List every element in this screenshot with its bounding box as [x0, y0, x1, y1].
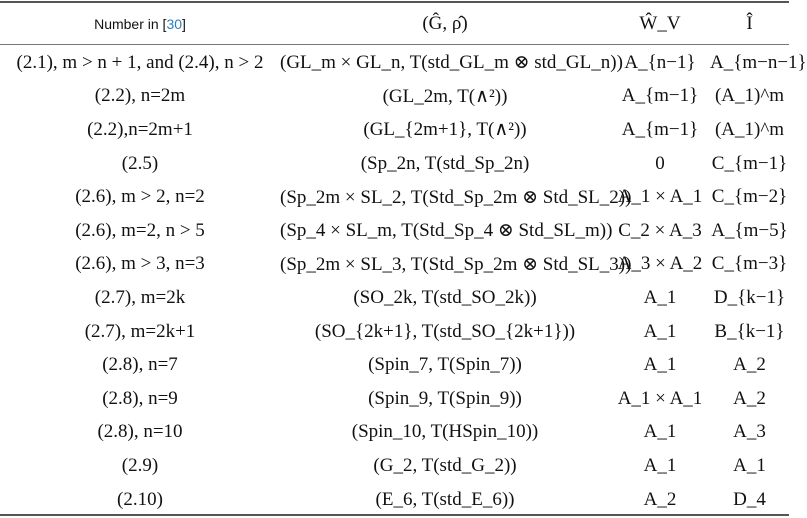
cell-type: A_3	[733, 421, 766, 443]
table-row	[0, 348, 789, 382]
cell-group-rep: (GL_{2m+1}, T(∧²))	[363, 119, 527, 141]
cell-group-rep: (E_6, T(std_E_6))	[375, 488, 515, 510]
table-row	[0, 248, 789, 282]
cell-weyl-group: A_2	[643, 488, 677, 510]
cell-weyl-group: A_1	[643, 354, 677, 376]
cell-number: (2.5)	[121, 152, 159, 174]
cell-type: (A_1)^m	[714, 85, 785, 107]
table-row	[0, 382, 789, 416]
table-row	[0, 483, 789, 517]
cell-type: A_2	[733, 354, 766, 376]
cell-type: D_4	[733, 488, 766, 510]
cell-weyl-group: C_2 × A_3	[618, 219, 702, 241]
cell-weyl-group: A_{m−1}	[621, 118, 699, 140]
cell-type: (A_1)^m	[714, 118, 785, 140]
cell-type: A_2	[733, 387, 766, 409]
header-group-rep: (Ĝ, ρ̂)	[422, 13, 468, 34]
table-row	[0, 416, 789, 450]
cell-number: (2.6), m=2, n > 5	[75, 219, 205, 241]
cell-weyl-group: A_1	[643, 454, 677, 476]
cell-weyl-group: A_1	[643, 421, 677, 443]
table-row	[0, 281, 789, 315]
cell-weyl-group: A_1 × A_1	[617, 186, 703, 208]
cell-number: (2.7), m=2k+1	[84, 320, 196, 342]
cell-group-rep: (SO_{2k+1}, T(std_SO_{2k+1}))	[314, 320, 576, 342]
cell-group-rep: (Spin_7, T(Spin_7))	[368, 354, 522, 376]
header-type: Î	[746, 13, 753, 34]
cell-type: C_{m−3}	[711, 253, 788, 275]
citation-link[interactable]: 30	[166, 16, 183, 32]
cell-group-rep: (GL_m × GL_n, T(std_GL_m ⊗ std_GL_n))	[280, 52, 623, 74]
table-body	[0, 46, 807, 516]
cell-weyl-group: 0	[655, 152, 665, 174]
cell-weyl-group: A_1 × A_1	[617, 387, 703, 409]
cell-group-rep: (Spin_9, T(Spin_9))	[368, 387, 522, 409]
cell-group-rep: (Sp_2m × SL_3, T(Std_Sp_2m ⊗ Std_SL_3))	[280, 253, 632, 275]
cell-number: (2.9)	[121, 454, 159, 476]
cell-weyl-group: A_1	[643, 286, 677, 308]
cell-group-rep: (G_2, T(std_G_2))	[373, 454, 517, 476]
cell-number: (2.2),n=2m+1	[87, 118, 193, 140]
cell-type: C_{m−1}	[711, 152, 788, 174]
cell-weyl-group: A_3 × A_2	[617, 253, 703, 275]
cell-group-rep: (GL_2m, T(∧²))	[382, 85, 508, 107]
cell-group-rep: (Sp_2n, T(std_Sp_2n)	[360, 152, 530, 174]
cell-type: A_1	[733, 454, 766, 476]
table-row	[0, 449, 789, 483]
cell-number: (2.10)	[117, 488, 163, 510]
cell-number: (2.1), m > n + 1, and (2.4), n > 2	[16, 51, 264, 73]
header-weyl-group: Ŵ_V	[639, 13, 681, 34]
cell-number: (2.8), n=10	[97, 421, 183, 443]
header-number-suffix: ]	[182, 16, 186, 32]
cell-type: A_{m−n−1}	[710, 51, 807, 73]
cell-number: (2.8), n=7	[102, 354, 178, 376]
cell-number: (2.7), m=2k	[94, 286, 186, 308]
cell-group-rep: (Sp_4 × SL_m, T(Std_Sp_4 ⊗ Std_SL_m))	[280, 220, 613, 242]
table-row	[0, 180, 789, 214]
cell-type: D_{k−1}	[713, 286, 786, 308]
cell-type: C_{m−2}	[711, 186, 788, 208]
cell-type: A_{m−5}	[711, 219, 788, 241]
table-row	[0, 46, 789, 80]
cell-number: (2.6), m > 2, n=2	[75, 186, 205, 208]
cell-number: (2.2), n=2m	[94, 85, 186, 107]
header-row	[0, 2, 789, 46]
table-row	[0, 80, 789, 114]
table-row	[0, 113, 789, 147]
cell-weyl-group: A_{n−1}	[624, 51, 696, 73]
header-number	[0, 2, 280, 46]
table-row	[0, 315, 789, 349]
cell-number: (2.6), m > 3, n=3	[75, 253, 205, 275]
cell-group-rep: (Sp_2m × SL_2, T(Std_Sp_2m ⊗ Std_SL_2))	[280, 186, 632, 208]
cell-weyl-group: A_{m−1}	[621, 85, 699, 107]
cell-group-rep: (SO_2k, T(std_SO_2k))	[353, 286, 537, 308]
cell-type: B_{k−1}	[714, 320, 785, 342]
cell-weyl-group: A_1	[643, 320, 677, 342]
table-row	[0, 147, 789, 181]
table-row	[0, 214, 789, 248]
header-number-prefix: Number in [	[94, 16, 167, 32]
cell-number: (2.8), n=9	[102, 387, 178, 409]
cell-group-rep: (Spin_10, T(HSpin_10))	[351, 421, 539, 443]
table-header	[0, 2, 789, 46]
classification-table	[0, 2, 807, 516]
